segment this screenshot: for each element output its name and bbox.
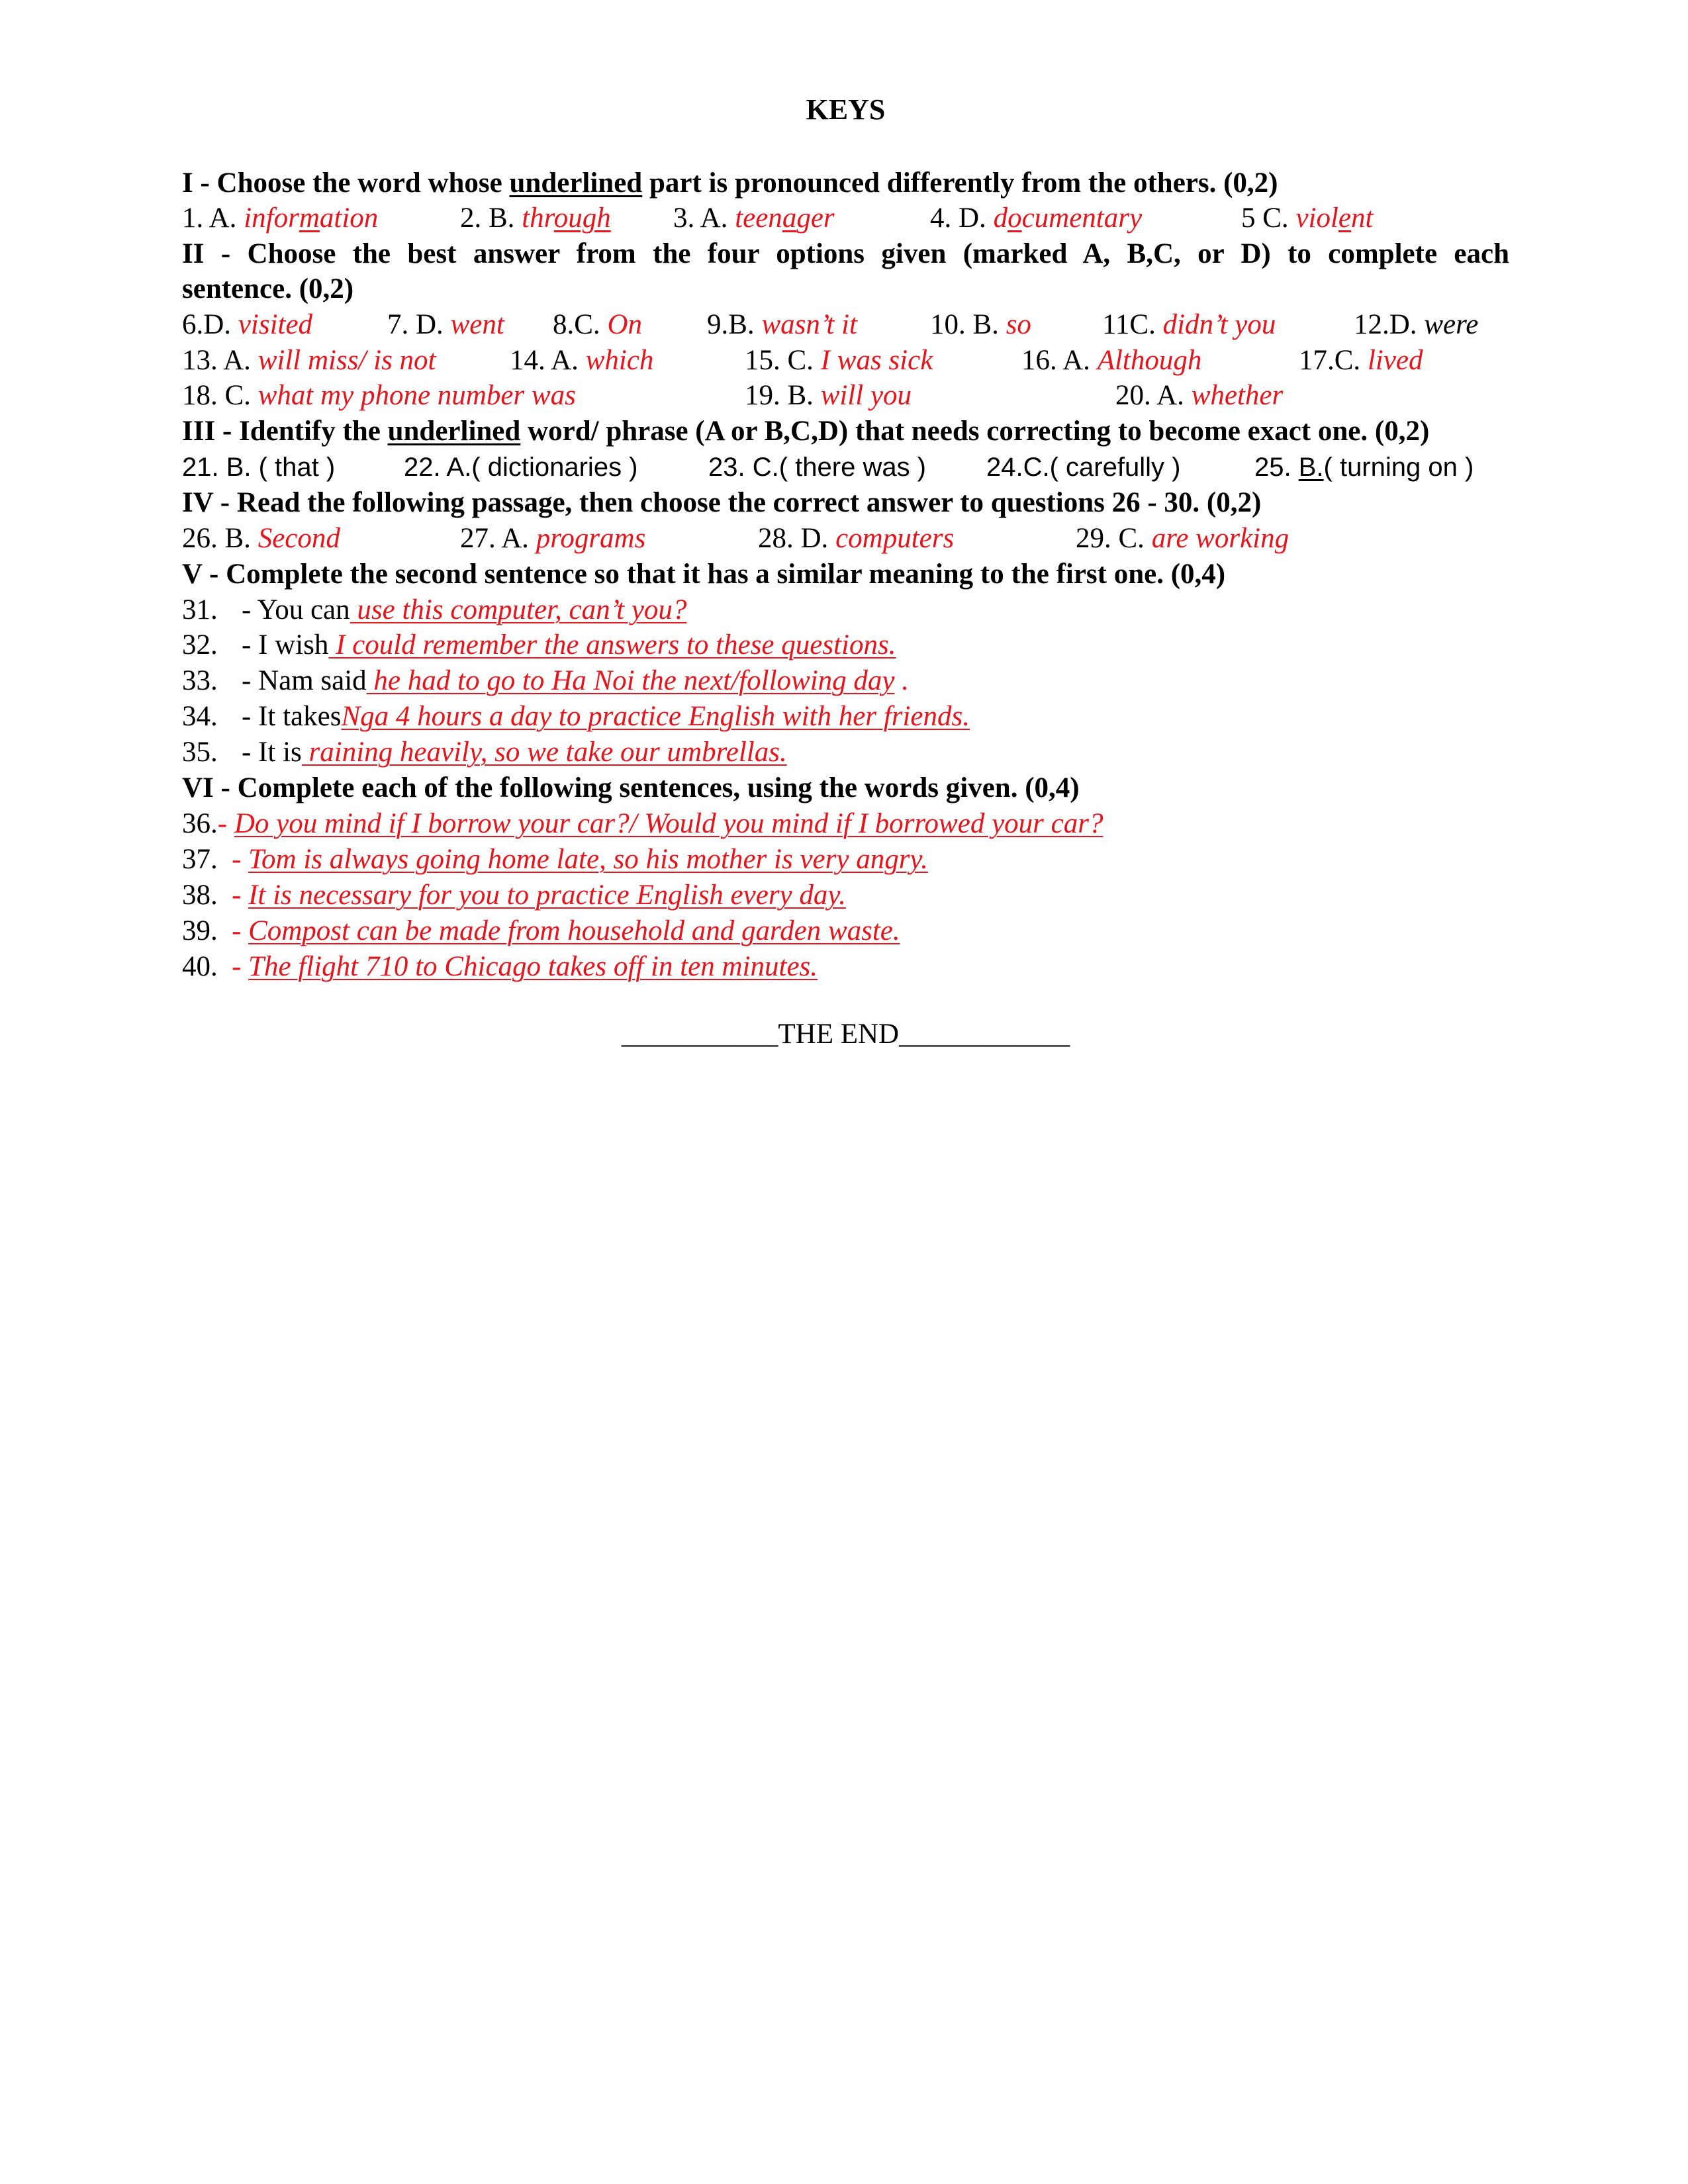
answer-item: 19. B. will you <box>745 380 912 411</box>
answer-item: 18. C. what my phone number was <box>182 380 576 411</box>
answer-item: 8.C. On <box>553 309 642 340</box>
answer-item: 9.B. wasn’t it <box>707 309 857 340</box>
answer-item: 3. A. teenager <box>673 203 835 234</box>
section-5-heading: V - Complete the second sentence so that it has a similar meaning to the first one. (0,4) <box>182 559 1226 590</box>
answer-item: 21. B. ( that ) <box>182 453 336 482</box>
answer-item: 27. A. programs <box>460 523 646 554</box>
the-end-footer: ___________THE END____________ <box>621 1019 1070 1050</box>
answer-item: 26. B. Second <box>182 523 340 554</box>
section-1-heading: I - Choose the word whose underlined part is pronounced differently from the others. (0,2) <box>182 167 1278 199</box>
answer-item: 15. C. I was sick <box>745 345 933 376</box>
answer-item: 17.C. lived <box>1299 345 1423 376</box>
sentence-item: 36.- Do you mind if I borrow your car?/ Would you mind if I borrowed your car? <box>182 808 1103 839</box>
answer-item: 25. B.( turning on ) <box>1254 453 1474 482</box>
answer-item: 24.C.( carefully ) <box>986 453 1181 482</box>
answer-item: 10. B. so <box>930 309 1031 340</box>
answer-item: 12.D. were <box>1354 309 1479 340</box>
section-3-heading: III - Identify the underlined word/ phrase (A or B,C,D) that needs correcting to become exact one. (0,2) <box>182 416 1430 447</box>
answer-item: 29. C. are working <box>1076 523 1289 554</box>
section-2-heading-cont: sentence. (0,2) <box>182 273 354 304</box>
answer-item: 11C. didn’t you <box>1102 309 1276 340</box>
answer-item: 4. D. documentary <box>930 203 1143 234</box>
answer-item: 28. D. computers <box>758 523 955 554</box>
page-title: KEYS <box>806 93 886 126</box>
answer-item: 20. A. whether <box>1115 380 1284 411</box>
section-4-heading: IV - Read the following passage, then choose the correct answer to questions 26 - 30. (0,2) <box>182 487 1262 518</box>
section-2-heading: II - Choose the best answer from the four options given (marked A, B,C, or D) to complete each <box>182 238 1509 269</box>
answer-item: 23. C.( there was ) <box>708 453 927 482</box>
answer-item: 22. A.( dictionaries ) <box>404 453 638 482</box>
answer-item: 13. A. will miss/ is not <box>182 345 436 376</box>
answer-item: 1. A. information <box>182 203 379 234</box>
section-6-heading: VI - Complete each of the following sentences, using the words given. (0,4) <box>182 772 1080 803</box>
answer-item: 7. D. went <box>387 309 504 340</box>
answer-item: 14. A. which <box>510 345 654 376</box>
answer-item: 16. A. Although <box>1021 345 1202 376</box>
answer-item: 5 C. violent <box>1241 203 1374 234</box>
answer-item: 6.D. visited <box>182 309 313 340</box>
answer-item: 2. B. through <box>460 203 611 234</box>
